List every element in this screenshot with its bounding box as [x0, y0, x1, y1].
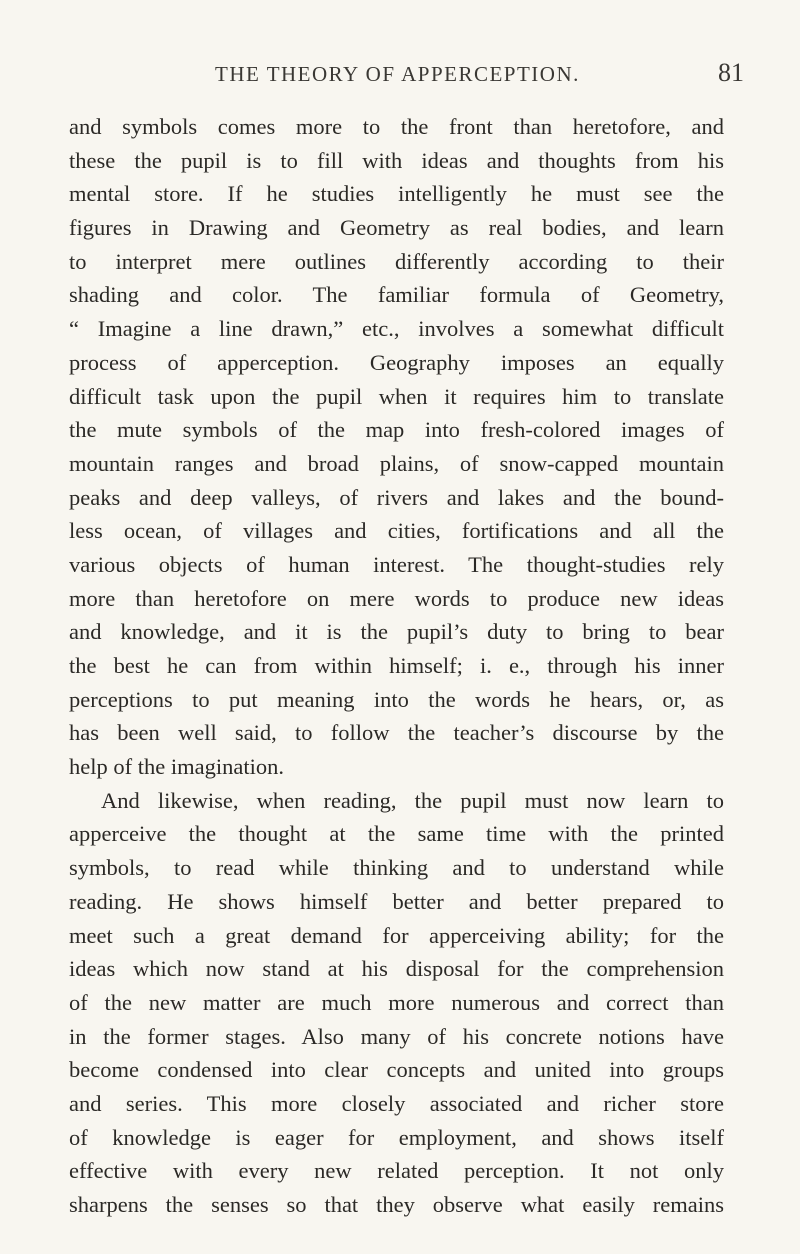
text-line: these the pupil is to fill with ideas and thoughts from his — [69, 147, 724, 173]
text-line: apperceive the thought at the same time with the printed — [69, 821, 724, 847]
text-line: to interpret mere outlines differently according to their — [69, 248, 724, 274]
text-line: the best he can from within himself; i. e., through his inner — [69, 653, 724, 678]
text-line: sharpens the senses so that they observe what easily remains — [69, 1192, 724, 1217]
text-line: effective with every new related perception. It not only — [69, 1158, 724, 1184]
text-line: shading and color. The familiar formula of Geometry, — [69, 282, 724, 308]
body-text — [69, 110, 724, 1222]
text-line: has been well said, to follow the teacher’s discourse by the — [69, 720, 724, 746]
text-line: difficult task upon the pupil when it requires him to translate — [69, 383, 724, 409]
text-line: ideas which now stand at his disposal for the comprehension — [69, 956, 724, 982]
page-number: 81 — [718, 58, 744, 87]
text-line: help of the imagination. — [69, 754, 284, 780]
text-line: and series. This more closely associated and richer store — [69, 1090, 724, 1116]
text-line: perceptions to put meaning into the words he hears, or, as — [69, 686, 724, 712]
text-line: of knowledge is eager for employment, and shows itself — [69, 1124, 724, 1150]
text-line: peaks and deep valleys, of rivers and lakes and the bound- — [69, 484, 724, 510]
text-line: reading. He shows himself better and better prepared to — [69, 888, 724, 914]
text-line: various objects of human interest. The thought-studies rely — [69, 551, 724, 577]
text-line: meet such a great demand for apperceiving ability; for the — [69, 922, 724, 948]
text-line: more than heretofore on mere words to produce new ideas — [69, 585, 724, 611]
text-line: and knowledge, and it is the pupil’s duty to bring to bear — [69, 619, 724, 645]
text-line: and symbols comes more to the front than heretofore, and — [69, 114, 724, 139]
text-line: figures in Drawing and Geometry as real bodies, and learn — [69, 215, 724, 241]
text-line: symbols, to read while thinking and to understand while — [69, 855, 724, 881]
running-head — [0, 58, 800, 98]
text-line: the mute symbols of the map into fresh-colored images of — [69, 417, 724, 443]
text-line: mental store. If he studies intelligently he must see the — [69, 181, 724, 207]
running-title: THE THEORY OF APPERCEPTION. — [215, 62, 580, 86]
text-line: mountain ranges and broad plains, of snow-capped mountain — [69, 450, 724, 476]
text-line: in the former stages. Also many of his concrete notions have — [69, 1023, 724, 1049]
text-line: And likewise, when reading, the pupil must now learn to — [101, 787, 724, 813]
text-line: become condensed into clear concepts and united into groups — [69, 1057, 724, 1083]
text-line: less ocean, of villages and cities, fortifications and all the — [69, 518, 724, 544]
text-line: process of apperception. Geography imposes an equally — [69, 349, 724, 375]
text-line: of the new matter are much more numerous and correct than — [69, 989, 724, 1015]
text-line: “ Imagine a line drawn,” etc., involves a somewhat difficult — [69, 316, 724, 342]
